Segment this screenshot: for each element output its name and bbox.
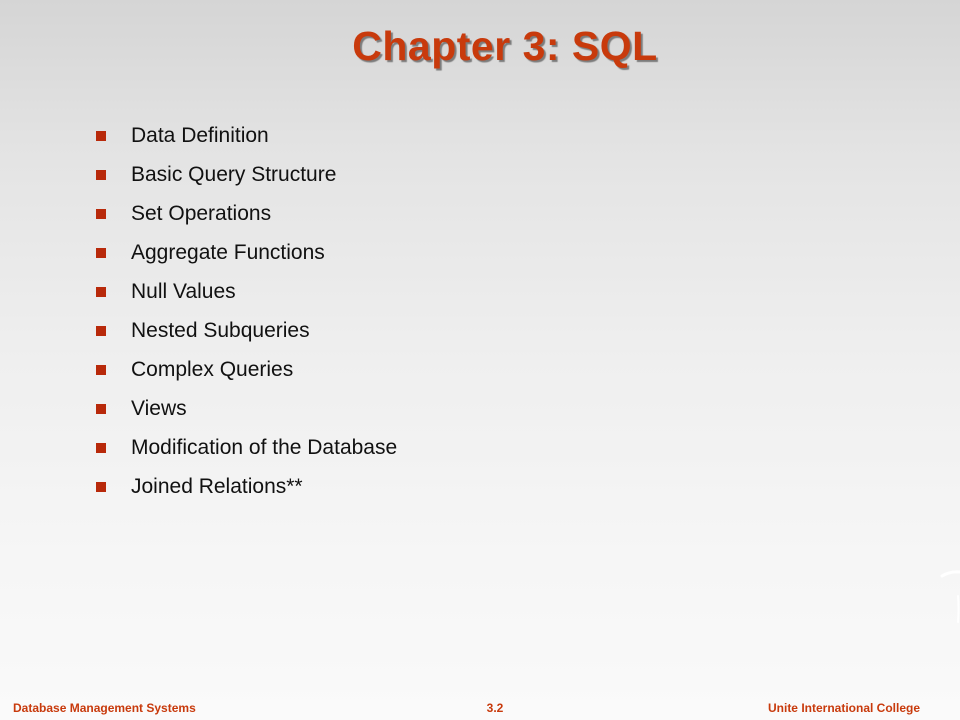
decorative-swoosh — [930, 560, 960, 630]
list-item-text: Modification of the Database — [131, 436, 398, 459]
slide-footer — [0, 698, 960, 720]
list-item-text: Null Values — [131, 280, 236, 303]
square-bullet-icon — [96, 170, 106, 180]
square-bullet-icon — [96, 209, 106, 219]
square-bullet-icon — [96, 248, 106, 258]
square-bullet-icon — [96, 287, 106, 297]
list-item-text: Set Operations — [131, 202, 272, 225]
list-item-text: Basic Query Structure — [131, 163, 337, 186]
footer-institution: Unite International College — [767, 701, 920, 715]
square-bullet-icon — [96, 326, 106, 336]
square-bullet-icon — [96, 365, 106, 375]
footer-slide-number: 3.2 — [486, 701, 504, 715]
square-bullet-icon — [96, 131, 106, 141]
list-item-text: Joined Relations** — [131, 475, 303, 498]
list-item-text: Views — [131, 397, 187, 420]
square-bullet-icon — [96, 482, 106, 492]
list-item-text: Complex Queries — [131, 358, 294, 381]
list-item-text: Data Definition — [131, 124, 269, 147]
square-bullet-icon — [96, 404, 106, 414]
list-item-text: Nested Subqueries — [131, 319, 310, 342]
list-item-text: Aggregate Functions — [131, 241, 325, 264]
square-bullet-icon — [96, 443, 106, 453]
slide-title: Chapter 3: SQL — [352, 23, 658, 69]
footer-course-title: Database Management Systems — [13, 701, 196, 715]
